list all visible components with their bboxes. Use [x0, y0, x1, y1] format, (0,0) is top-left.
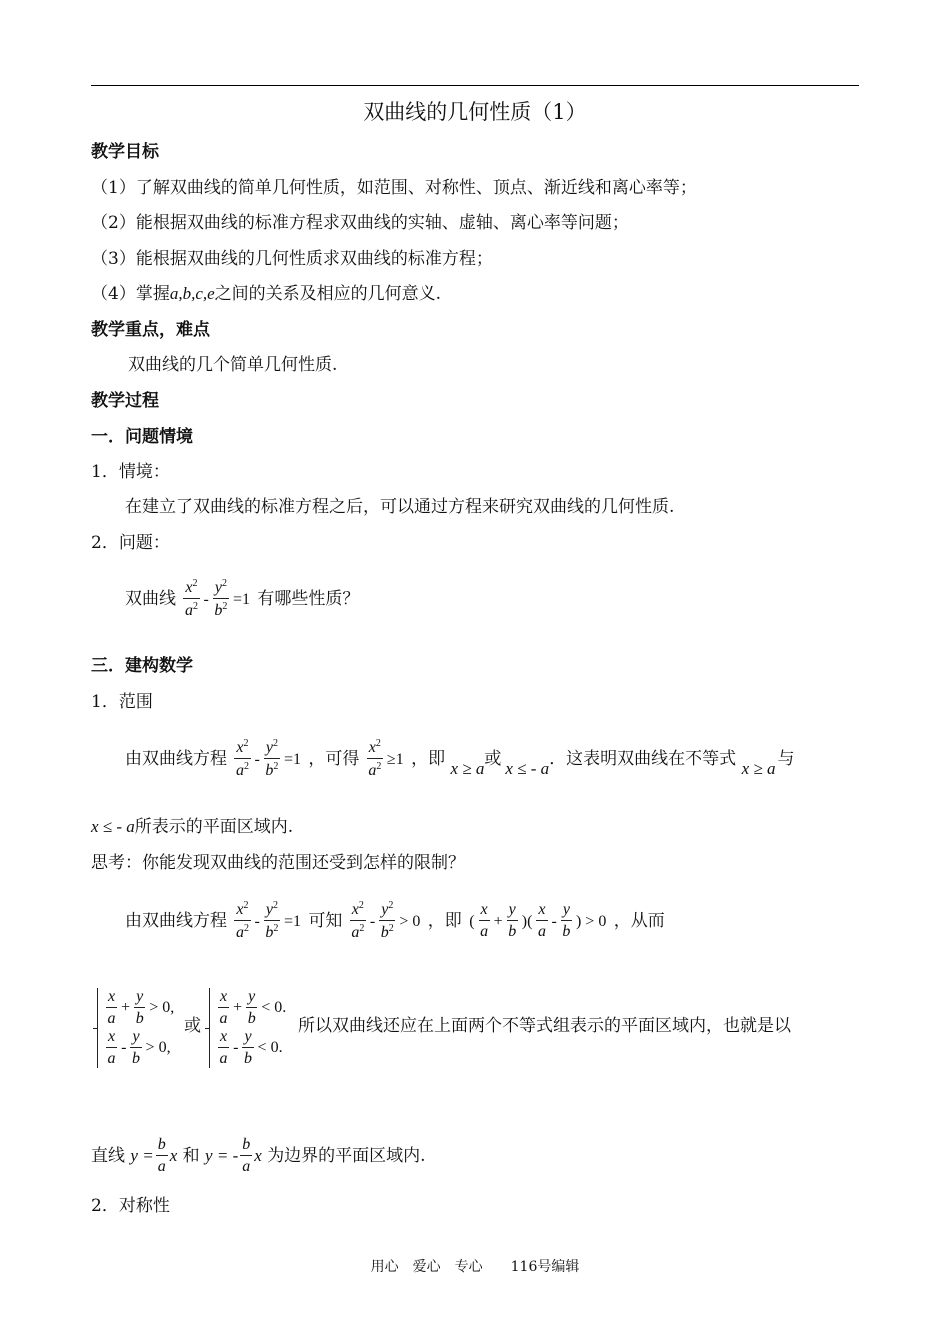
question-prefix: 双曲线: [125, 589, 176, 610]
fraction-x-a: $\frac{x}{a}$: [537, 901, 546, 941]
range-text-6: 与: [777, 749, 795, 770]
goal-item-4: [91, 284, 441, 304]
fraction-y2-b2: $\frac{y^2}{b^2}$: [380, 900, 394, 942]
key-heading: 教学重点，难点: [91, 320, 210, 340]
key-text: 双曲线的几个简单几何性质.: [128, 355, 338, 375]
page-footer: 用心 爱心 专心 116号编辑: [370, 1259, 580, 1275]
section-3-heading: 三．建构数学: [91, 656, 193, 676]
fraction-y-b: $\frac{y}{b}$: [508, 901, 517, 941]
fraction-y2-b2: $\frac{y^2}{b^2}$: [265, 738, 279, 780]
range-text-7: 所表示的平面区域内.: [134, 817, 294, 837]
question-line: 双曲线 $\frac{x^2}{a^2}$ - $\frac{y^2}{b^2}$ =1 有哪些性质？: [125, 578, 360, 620]
goal-item-4-math: a,b,c,e: [169, 284, 215, 303]
range-text-1: 由双曲线方程: [125, 749, 227, 770]
s1-item-1: 1．情境：: [91, 462, 170, 482]
limit-line: 由双曲线方程 $\frac{x^2}{a^2}$ - $\frac{y^2}{b^2}$ =1 可知 $\frac{x^2}{a^2}$ - $\frac{y^2}{b^2}$ > 0 ，即 ( $\frac{x}{a}$ + $\frac{y}{b}$ )( $\frac{x}{a}$ - $\frac{y}{b}$ ) > 0 ，从而: [125, 900, 665, 942]
math-x-le-neg-a: x ≤ - a: [91, 817, 135, 836]
fraction-x-a: $\frac{x}{a}$: [480, 901, 489, 941]
question-suffix: 有哪些性质？: [257, 589, 360, 610]
system-text: 所以双曲线还应在上面两个不等式组表示的平面区域内，也就是以: [298, 1016, 791, 1036]
range-text-4: 或: [484, 749, 502, 770]
range-text-2: ，可得: [308, 749, 360, 770]
inequality-system-2: $\frac{x}{a}$ + $\frac{y}{b}$ < 0. $\frac{x}{a}$ - $\frac{y}{b}$ < 0.: [209, 988, 288, 1068]
range-text-3: ，即: [411, 749, 446, 770]
limit-text-2: 可知: [308, 911, 343, 932]
goal-item-4-prefix: （4）掌握: [91, 284, 170, 304]
goals-heading: 教学目标: [91, 142, 159, 162]
limit-text-3: ，即: [427, 911, 462, 932]
range-line-2: [91, 817, 293, 837]
fraction-x2-a2: $\frac{x^2}{a^2}$: [235, 900, 249, 942]
process-heading: 教学过程: [91, 391, 159, 411]
s1-item-2: 2．问题：: [91, 533, 170, 553]
goal-item-4-suffix: 之间的关系及相应的几何意义.: [214, 284, 442, 304]
goal-item-1: （1）了解双曲线的简单几何性质，如范围、对称性、顶点、渐近线和离心率等；: [91, 178, 697, 198]
fraction-y-b: $\frac{y}{b}$: [562, 901, 571, 941]
asymptote-text-1: 直线: [91, 1146, 125, 1167]
range-text-5: ．这表明双曲线在不等式: [549, 749, 737, 770]
limit-text-4: ，从而: [613, 911, 665, 932]
asymptote-text-2: 和: [182, 1146, 200, 1167]
fraction-x2-a2: $\frac{x^2}{a^2}$: [184, 578, 198, 620]
fraction-x2-a2: $\frac{x^2}{a^2}$: [235, 738, 249, 780]
fraction-b-a: $\frac{b}{a}$: [242, 1136, 251, 1176]
fraction-x2-a2: $\frac{x^2}{a^2}$: [351, 900, 365, 942]
math-x-ge-a: x ≥ a: [741, 758, 776, 778]
s3-item-2: 2．对称性: [91, 1196, 170, 1216]
math-x-ge-a: x ≥ a: [450, 758, 485, 778]
inequality-system-1: $\frac{x}{a}$ + $\frac{y}{b}$ > 0, $\frac{x}{a}$ - $\frac{y}{b}$ > 0,: [97, 988, 176, 1068]
section-1-heading: 一．问题情境: [91, 427, 193, 447]
fraction-y2-b2: $\frac{y^2}{b^2}$: [265, 900, 279, 942]
header-rule: [91, 85, 859, 86]
goal-item-3: （3）能根据双曲线的几何性质求双曲线的标准方程；: [91, 249, 493, 269]
fraction-b-a: $\frac{b}{a}$: [157, 1136, 166, 1176]
system-or: 或: [184, 1016, 201, 1036]
s1-item-1-text: 在建立了双曲线的标准方程之后，可以通过方程来研究双曲线的几何性质.: [125, 497, 675, 517]
range-line: 由双曲线方程 $\frac{x^2}{a^2}$ - $\frac{y^2}{b^2}$ =1 ，可得 $\frac{x^2}{a^2}$ ≥1 ，即 x ≥ a或 x ≤ - a．这表明双曲线在不等式 x ≥ a 与: [125, 738, 795, 780]
asymptote-line: 直线 y = $\frac{b}{a}$ x 和 y = - $\frac{b}{a}$ x 为边界的平面区域内.: [91, 1136, 426, 1176]
fraction-x2-a2: $\frac{x^2}{a^2}$: [368, 738, 382, 780]
think-text: 思考：你能发现双曲线的范围还受到怎样的限制？: [91, 853, 465, 873]
fraction-y2-b2: $\frac{y^2}{b^2}$: [214, 578, 228, 620]
goal-item-2: （2）能根据双曲线的标准方程求双曲线的实轴、虚轴、离心率等问题；: [91, 213, 629, 233]
limit-text-1: 由双曲线方程: [125, 911, 227, 932]
asymptote-text-3: 为边界的平面区域内.: [267, 1146, 426, 1167]
math-x-le-neg-a: x ≤ - a: [505, 758, 550, 778]
s3-item-1: 1．范围: [91, 692, 153, 712]
page-title: 双曲线的几何性质（1）: [363, 100, 587, 124]
